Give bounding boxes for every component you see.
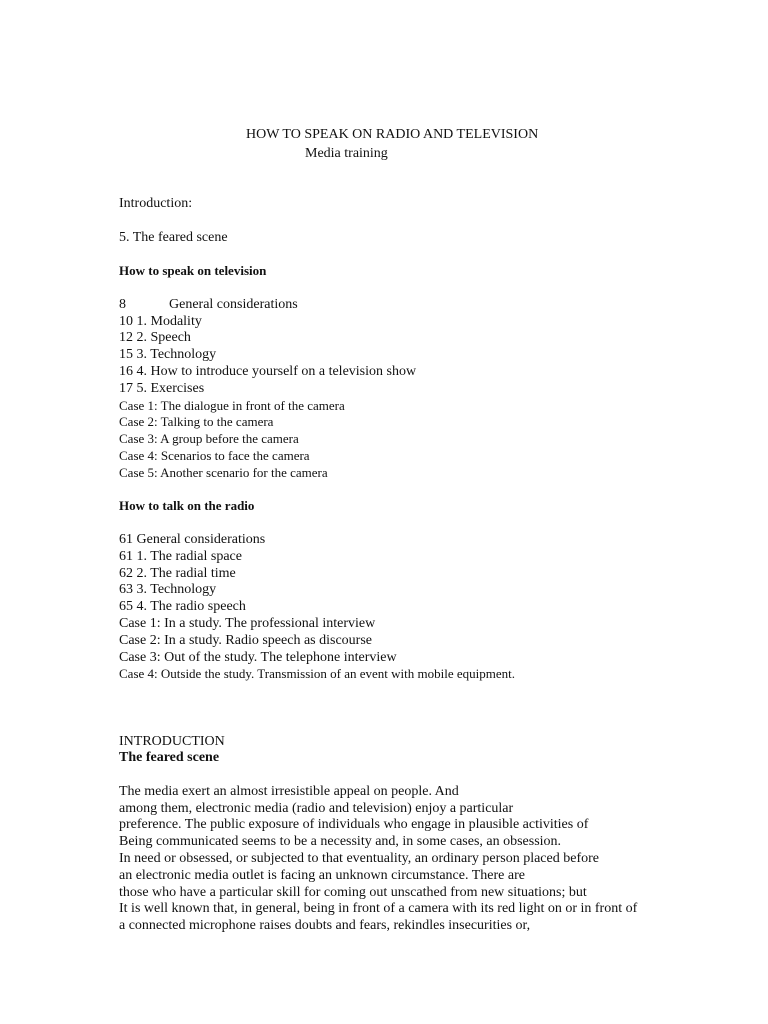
toc-tv-case: Case 3: A group before the camera — [119, 431, 299, 447]
toc-tv-first-label: General considerations — [169, 296, 298, 312]
spacer — [119, 683, 739, 717]
spacer — [119, 767, 739, 784]
toc-tv-case: Case 2: Talking to the camera — [119, 414, 274, 430]
toc-intro-item: 5. The feared scene — [119, 229, 228, 245]
toc-radio-case: Case 4: Outside the study. Transmission of an event with mobile equipment. — [119, 666, 515, 682]
paragraph-line: an electronic media outlet is facing an unknown circumstance. There are — [119, 867, 525, 883]
toc-radio-item: 61 General considerations — [119, 531, 266, 547]
toc-tv-item: 15 3. Technology — [119, 347, 217, 363]
toc-tv-case: Case 4: Scenarios to face the camera — [119, 447, 310, 463]
toc-tv-case: Case 5: Another scenario for the camera — [119, 464, 328, 480]
paragraph-line: a connected microphone raises doubts and fears, rekindles insecurities or, — [119, 918, 531, 934]
paragraph-line: The media exert an almost irresistible appeal on people. And — [119, 783, 459, 799]
section-title: The feared scene — [119, 750, 220, 766]
section-label: INTRODUCTION — [119, 733, 225, 749]
toc-tv-item: 12 2. Speech — [119, 330, 191, 346]
paragraph-line: those who have a particular skill for coming out unscathed from new situations; but — [119, 884, 587, 900]
toc-radio-case: Case 1: In a study. The professional interview — [119, 615, 376, 631]
spacer — [119, 717, 739, 734]
toc-tv-case: Case 1: The dialogue in front of the camera — [119, 397, 345, 413]
toc-radio-item: 65 4. The radio speech — [119, 599, 246, 615]
document-content — [119, 196, 739, 935]
spacer — [119, 280, 739, 297]
toc-tv-heading: How to speak on television — [119, 263, 267, 279]
toc-radio-case: Case 3: Out of the study. The telephone interview — [119, 649, 397, 665]
toc-tv-item: 17 5. Exercises — [119, 380, 205, 396]
toc-radio-case: Case 2: In a study. Radio speech as discourse — [119, 632, 372, 648]
paragraph-line: It is well known that, in general, being in front of a camera with its red light on or in front of — [119, 901, 638, 917]
toc-tv-item: 10 1. Modality — [119, 313, 202, 329]
toc-intro-label: Introduction: — [119, 196, 193, 211]
paragraph-line: Being communicated seems to be a necessity and, in some cases, an obsession. — [119, 834, 562, 850]
spacer — [119, 515, 739, 532]
toc-radio-item: 61 1. The radial space — [119, 548, 242, 564]
spacer — [119, 246, 739, 263]
toc-radio-heading: How to talk on the radio — [119, 498, 255, 514]
spacer — [119, 213, 739, 230]
spacer — [119, 482, 739, 499]
paragraph-line: preference. The public exposure of individuals who engage in plausible activities of — [119, 817, 589, 833]
paragraph-line: among them, electronic media (radio and television) enjoy a particular — [119, 800, 514, 816]
document-title: HOW TO SPEAK ON RADIO AND TELEVISION — [246, 127, 539, 142]
toc-tv-first-item — [119, 297, 739, 314]
toc-radio-item: 62 2. The radial time — [119, 565, 236, 581]
toc-tv-first-num: 8 — [119, 296, 126, 312]
toc-tv-item: 16 4. How to introduce yourself on a television show — [119, 363, 417, 379]
toc-radio-item: 63 3. Technology — [119, 582, 217, 598]
paragraph-line: In need or obsessed, or subjected to that eventuality, an ordinary person placed before — [119, 851, 599, 867]
document-subtitle: Media training — [305, 146, 388, 161]
